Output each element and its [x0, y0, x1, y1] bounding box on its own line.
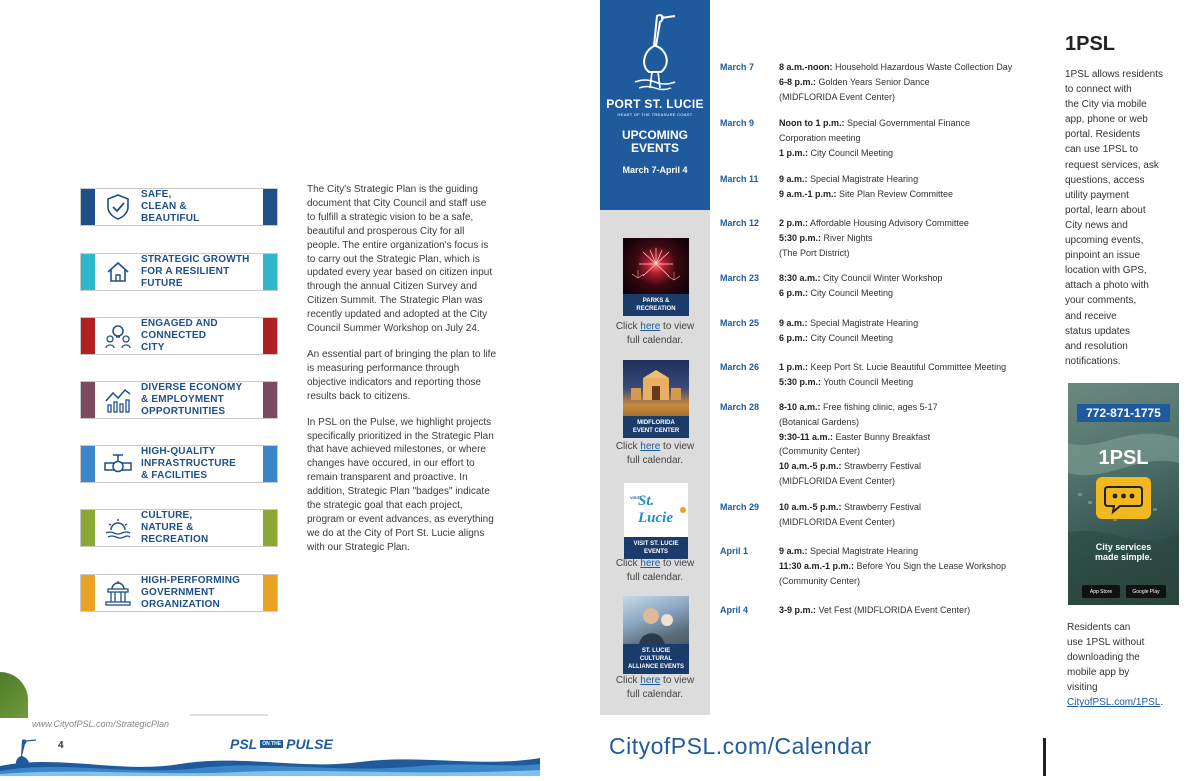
event-time: 9 a.m.: — [779, 318, 808, 328]
badge-color-bar — [263, 254, 277, 290]
event-time: 8-10 a.m.: — [779, 402, 821, 412]
event-day — [720, 400, 1040, 489]
event-description: Special Magistrate Hearing — [807, 174, 919, 184]
event-date: April 4 — [720, 605, 749, 615]
tagline-line: made simple. — [1094, 552, 1153, 562]
event-line — [779, 246, 1040, 261]
1psl-tagline — [1068, 542, 1179, 562]
event-date: March 7 — [720, 62, 755, 72]
event-description: (Community Center) — [779, 446, 861, 457]
event-description: Strawberry Festival — [841, 461, 922, 472]
badge-color-bar — [81, 254, 95, 290]
thumbnail-caption: PARKS & RECREATION — [623, 294, 689, 316]
strategic-plan-intro — [307, 183, 497, 567]
grass-decoration — [0, 672, 28, 718]
thumbnail-caption: ST. LUCIE CULTURAL ALLIANCE EVENTS — [623, 644, 689, 674]
badge-high-quality-infrastructure — [80, 445, 278, 483]
event-line — [779, 90, 1040, 105]
event-description: Site Plan Review Committee — [836, 188, 954, 199]
event-day — [720, 316, 1040, 346]
event-line — [779, 131, 1040, 146]
badge-color-bar — [263, 510, 277, 546]
upcoming-heading-line: UPCOMING — [622, 128, 688, 142]
parks-recreation-thumbnail[interactable] — [623, 238, 689, 316]
event-description: Vet Fest (MIDFLORIDA Event Center) — [816, 605, 971, 615]
badge-color-bar — [81, 575, 95, 611]
event-time: 10 a.m.-5 p.m.: — [779, 461, 842, 472]
event-line — [779, 331, 1040, 346]
1psl-web-info — [1067, 620, 1187, 711]
event-items — [779, 216, 1040, 260]
link-post-text: to view full calendar. — [626, 558, 695, 583]
house-growth-icon — [95, 254, 141, 290]
event-description: Golden Years Senior Dance — [816, 76, 930, 87]
event-day — [720, 116, 1040, 160]
event-date: March 11 — [720, 174, 759, 184]
event-description: Youth Council Meeting — [821, 376, 914, 387]
badge-color-bar — [81, 446, 95, 482]
event-time: Noon to 1 p.m.: — [779, 118, 845, 128]
link-post-text: to view full calendar. — [626, 321, 695, 346]
event-time: 11:30 a.m.-1 p.m.: — [779, 560, 855, 571]
event-description: Easter Bunny Breakfast — [833, 431, 931, 442]
event-line — [779, 75, 1040, 90]
badge-label: STRATEGIC GROWTH FOR A RESILIENT FUTURE — [141, 254, 250, 289]
chat-bubble-icon — [1096, 477, 1151, 519]
event-time: 10 a.m.-5 p.m.: — [779, 502, 842, 512]
people-lightbulb-icon — [95, 318, 141, 354]
event-description: River Nights — [821, 232, 873, 243]
psl-on-the-pulse-logo — [230, 736, 333, 752]
event-day — [720, 360, 1040, 390]
event-items — [779, 500, 1040, 530]
event-items — [779, 116, 1040, 160]
bar-chart-icon — [95, 382, 141, 418]
event-time: 9 a.m.: — [779, 546, 808, 556]
link-pre-text: Click — [615, 441, 641, 452]
midflorida-calendar-link — [605, 440, 705, 468]
event-description: (MIDFLORIDA Event Center) — [779, 475, 896, 486]
1psl-web-link[interactable]: CityofPSL.com/1PSL — [1067, 697, 1161, 709]
event-description: (The Port District) — [779, 247, 850, 258]
event-time: 5:30 p.m.: — [779, 232, 822, 243]
sun-icon — [680, 507, 686, 513]
event-line — [779, 500, 1040, 515]
event-description: City Council Winter Workshop — [820, 273, 943, 283]
event-line — [779, 316, 1040, 331]
event-line — [779, 603, 1040, 618]
thumbnail-caption: MIDFLORIDA EVENT CENTER — [623, 416, 689, 438]
event-line — [779, 360, 1040, 375]
event-line — [779, 415, 1040, 430]
event-description: (MIDFLORIDA Event Center) — [779, 91, 896, 102]
event-line — [779, 544, 1040, 559]
cultural-alliance-thumbnail[interactable] — [623, 596, 689, 674]
event-items — [779, 60, 1040, 104]
event-description: Special Magistrate Hearing — [807, 318, 919, 328]
badge-color-bar — [263, 446, 277, 482]
event-description: Keep Port St. Lucie Beautiful Committee Meeting — [808, 362, 1007, 372]
cultural-here-link[interactable]: here — [640, 675, 661, 686]
link-pre-text: Click — [615, 558, 641, 569]
city-logo-tagline: HEART OF THE TREASURE COAST — [617, 112, 693, 117]
event-line — [779, 146, 1040, 161]
event-time: 9 a.m.-1 p.m.: — [779, 188, 837, 199]
event-line — [779, 459, 1040, 474]
badge-safe-clean-beautiful — [80, 188, 278, 226]
badge-culture-nature-recreation — [80, 509, 278, 547]
badge-color-bar — [81, 510, 95, 546]
web-info-end: . — [1160, 697, 1164, 709]
event-day — [720, 60, 1040, 104]
divider — [190, 714, 268, 716]
google-play-button[interactable]: Google Play — [1126, 585, 1166, 598]
badge-label: HIGH-PERFORMING GOVERNMENT ORGANIZATION — [141, 575, 241, 610]
event-items — [779, 316, 1040, 346]
tagline-line: City services — [1095, 542, 1152, 552]
1psl-promo-title: 1PSL — [1098, 447, 1149, 469]
event-description: Before You Sign the Lease Workshop — [854, 560, 1006, 571]
event-time: 8:30 a.m.: — [779, 273, 821, 283]
visit-here-link[interactable]: here — [640, 558, 661, 569]
event-line — [779, 231, 1040, 246]
event-line — [779, 474, 1040, 489]
event-description: City Council Meeting — [808, 287, 894, 298]
visit-st-lucie-thumbnail[interactable] — [623, 482, 689, 560]
visit-st-lucie-logo: St. Lucie — [638, 493, 673, 526]
event-line — [779, 574, 1040, 589]
event-line — [779, 216, 1040, 231]
shield-check-icon — [95, 189, 141, 225]
logo-text-psl: PSL — [230, 736, 258, 752]
event-items — [779, 360, 1040, 390]
event-description: Corporation meeting — [779, 132, 861, 143]
badge-color-bar — [263, 318, 277, 354]
1psl-phone-number: 772-871-1775 — [1077, 404, 1170, 422]
event-time: 5:30 p.m.: — [779, 376, 822, 387]
badge-color-bar — [81, 382, 95, 418]
1psl-description: 1PSL allows residents to connect with the City via mobile app, phone or web portal. Residents can use 1PSL to request services, ask questions, access utility payment portal, learn about City news and upcoming events, pinpoint an issue location with GPS, attach a photo with your comments, and receive status updates and resolution notifications. — [1065, 69, 1164, 367]
event-line — [779, 116, 1040, 131]
web-info-text: Residents can use 1PSL without downloading the mobile app by visiting — [1067, 622, 1145, 694]
event-day — [720, 603, 1040, 618]
event-time: 9 a.m.: — [779, 174, 808, 184]
link-post-text: to view full calendar. — [626, 675, 695, 700]
event-items — [779, 271, 1040, 301]
event-description: Affordable Housing Advisory Committee — [808, 218, 969, 228]
upcoming-events-header — [600, 0, 710, 210]
badge-label: ENGAGED AND CONNECTED CITY — [141, 318, 218, 353]
badge-label: HIGH-QUALITY INFRASTRUCTURE & FACILITIES — [141, 446, 237, 481]
event-items — [779, 172, 1040, 202]
event-day — [720, 500, 1040, 530]
page-number: 4 — [58, 740, 64, 751]
event-time: 9:30-11 a.m.: — [779, 431, 834, 442]
event-description: City Council Meeting — [808, 147, 894, 158]
link-pre-text: Click — [615, 675, 641, 686]
logo-text-on-the: ON THE — [262, 741, 282, 747]
event-description: Special Governmental Finance — [844, 118, 971, 128]
event-items — [779, 544, 1040, 588]
upcoming-heading-line: EVENTS — [630, 141, 679, 155]
event-items — [779, 603, 1040, 618]
city-logo-name: PORT ST. LUCIE — [606, 97, 704, 111]
event-line — [779, 60, 1040, 75]
events-date-range: March 7-April 4 — [622, 165, 688, 175]
event-line — [779, 375, 1040, 390]
event-time: 3-9 p.m.: — [779, 605, 817, 615]
event-time: 1 p.m.: — [779, 362, 809, 372]
event-day — [720, 544, 1040, 588]
intro-paragraph: The City's Strategic Plan is the guiding document that City Council and staff use to fulfill a strategic vision to be a safe, beautiful and prosperous City for all people. The entire organization's focus is to carry out the Strategic Plan, which is updated every year based on citizen input through the annual Citizen Survey and Citizen Summit. The Strategic Plan was recently updated and adopted at the City Council Summer Workshop on July 24. — [307, 184, 493, 335]
event-time: 2 p.m.: — [779, 218, 809, 228]
event-date: March 23 — [720, 273, 760, 283]
badge-color-bar — [263, 382, 277, 418]
calendar-url[interactable]: CityofPSL.com/Calendar — [609, 733, 872, 759]
event-line — [779, 430, 1040, 445]
event-description: (MIDFLORIDA Event Center) — [779, 516, 896, 527]
parks-here-link[interactable]: here — [640, 321, 661, 332]
1psl-app-promo[interactable] — [1068, 383, 1179, 605]
event-time: 6 p.m.: — [779, 332, 809, 343]
event-line — [779, 187, 1040, 202]
event-date: March 29 — [720, 502, 760, 512]
event-line — [779, 444, 1040, 459]
event-line — [779, 559, 1040, 574]
event-day — [720, 216, 1040, 260]
midflorida-here-link[interactable]: here — [640, 441, 661, 452]
badge-engaged-connected — [80, 317, 278, 355]
page-edge — [1043, 738, 1046, 776]
event-description: Strawberry Festival — [841, 502, 922, 512]
capitol-building-icon — [95, 575, 141, 611]
event-date: March 9 — [720, 118, 755, 128]
heron-logo-icon — [600, 8, 710, 103]
1psl-title: 1PSL — [1065, 33, 1116, 55]
event-date: March 12 — [720, 218, 760, 228]
event-date: April 1 — [720, 546, 749, 556]
link-post-text: to view full calendar. — [626, 441, 695, 466]
intro-paragraph: An essential part of bringing the plan to life is measuring performance through objective indicators and reporting those results back to citizens. — [307, 348, 497, 402]
event-time: 8 a.m.-noon: — [779, 62, 833, 72]
badge-label: CULTURE, NATURE & RECREATION — [141, 510, 209, 545]
event-time: 6 p.m.: — [779, 287, 809, 298]
event-line — [779, 286, 1040, 301]
event-time: 1 p.m.: — [779, 147, 809, 158]
visit-logo-small: VISIT — [630, 495, 641, 500]
link-pre-text: Click — [615, 321, 641, 332]
cultural-calendar-link — [605, 674, 705, 702]
event-description: (Community Center) — [779, 575, 861, 586]
badge-color-bar — [81, 189, 95, 225]
pipe-valve-icon — [95, 446, 141, 482]
event-description: City Council Meeting — [808, 332, 894, 343]
event-description: Household Hazardous Waste Collection Day — [832, 62, 1013, 72]
event-items — [779, 400, 1040, 489]
event-date: March 28 — [720, 402, 760, 412]
app-store-button[interactable]: App Store — [1082, 585, 1120, 598]
intro-paragraph: In PSL on the Pulse, we highlight projects specifically prioritized in the Strategic Plan that have achieved milestones, or where changes have occured, in our effort to remain transparent and proactive. In addition, Strategic Plan "badges" indicate the strategic goal that each project, program or event advances, as everything we do at the City of Port St. Lucie aligns with our Strategic Plan. — [307, 416, 494, 553]
logo-text-pulse: PULSE — [286, 736, 333, 752]
event-day — [720, 271, 1040, 301]
sunset-water-icon — [95, 510, 141, 546]
event-description: Free fishing clinic, ages 5-17 — [820, 402, 938, 412]
badge-color-bar — [81, 318, 95, 354]
event-line — [779, 271, 1040, 286]
badge-color-bar — [263, 189, 277, 225]
badge-label: SAFE, CLEAN & BEAUTIFUL — [141, 189, 200, 224]
upcoming-heading — [600, 129, 710, 155]
midflorida-event-center-thumbnail[interactable] — [623, 360, 689, 438]
event-date: March 25 — [720, 318, 760, 328]
parks-calendar-link — [605, 320, 705, 348]
badge-diverse-economy — [80, 381, 278, 419]
badge-high-performing-government — [80, 574, 278, 612]
strategic-plan-url[interactable]: www.CityofPSL.com/StrategicPlan — [32, 719, 170, 729]
event-day — [720, 172, 1040, 202]
event-description: (Botanical Gardens) — [779, 416, 860, 427]
event-line — [779, 400, 1040, 415]
event-line — [779, 515, 1040, 530]
badge-strategic-growth — [80, 253, 278, 291]
badge-label: DIVERSE ECONOMY & EMPLOYMENT OPPORTUNITIES — [141, 382, 243, 417]
badge-color-bar — [263, 575, 277, 611]
event-time: 6-8 p.m.: — [779, 76, 817, 87]
visit-calendar-link — [605, 557, 705, 585]
event-line — [779, 172, 1040, 187]
event-description: Special Magistrate Hearing — [807, 546, 919, 556]
event-date: March 26 — [720, 362, 760, 372]
thumbnail-caption: VISIT ST. LUCIE EVENTS — [624, 537, 688, 559]
